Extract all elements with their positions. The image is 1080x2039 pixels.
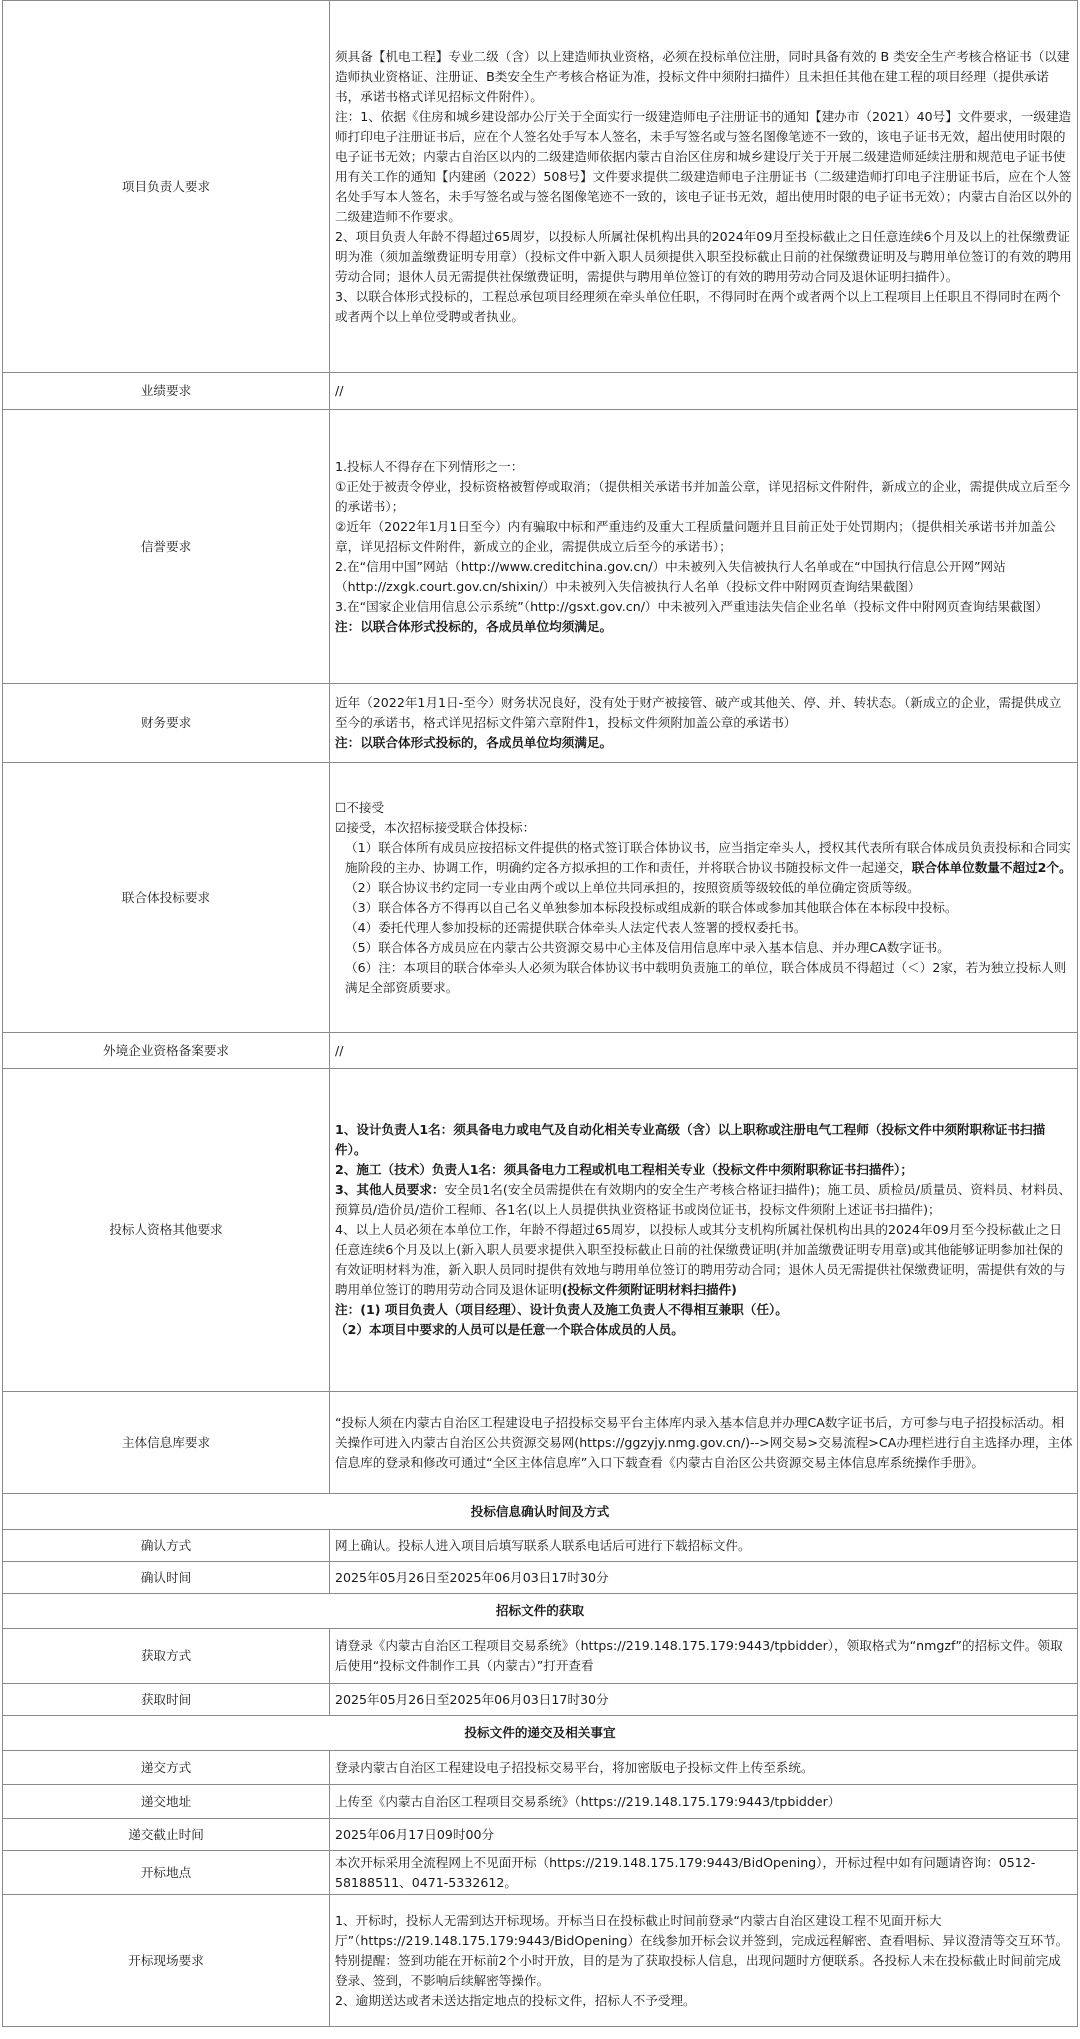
section-header (3, 1716, 1078, 1751)
row-label: 主体信息库要求 (3, 1392, 330, 1494)
row-label: 获取方式 (3, 1629, 330, 1684)
text-line: 1、开标时，投标人无需到达开标现场。开标当日在投标截止时间前登录“内蒙古自治区建设工程不见面开标大厅”（https://219.148.175.179:9443/BidOpening）在线参加开标会议并签到，完成远程解密、查看唱标、异议澄清等交互环节。 (335, 1912, 1069, 1948)
text-line: 2.在“信用中国”网站（http://www.creditchina.gov.cn/）中未被列入失信被执行人名单或在“中国执行信息公开网”网站（http://zxgk.court.gov.cn/shixin/）中未被列入失信被执行人名单（投标文件中附网页查询结果截图） (335, 558, 1006, 594)
row-content: 登录内蒙古自治区工程建设电子招投标交易平台，将加密版电子投标文件上传至系统。 (330, 1751, 1078, 1785)
text-line (335, 838, 1073, 878)
text-line: 须具备【机电工程】专业二级（含）以上建造师执业资格，必须在投标单位注册，同时具备有效的 B 类安全生产考核合格证书（以建造师执业资格证、注册证、B类安全生产考核合格证为准，投标文件中须附扫描件）且未担任其他在建工程的项目经理（提供承诺书，承诺书格式详见招标文件附件）。 (335, 48, 1070, 104)
row-content: 2025年06月17日09时00分 (330, 1819, 1078, 1851)
text-line: （2）联合协议书约定同一专业由两个或以上单位共同承担的，按照资质等级较低的单位确定资质等级。 (345, 879, 920, 895)
text-segment: 4、以上人员必须在本单位工作，年龄不得超过65周岁，以投标人或其分支机构所属社保机构出具的2024年09月至今投标截止之日任意连续6个月及以上(新入职人员要求提供入职至投标截止日前的社保缴费证明(并加盖缴费证明专用章)或其他能够证明参加社保的有效证明材料为准，新入职人员同时提供有效地与聘用单位签订的聘用劳动合同；退休人员无需提供社保缴费证明，需提供有效的与聘用单位签订的聘用劳动合同及退休证明 (335, 1222, 1066, 1297)
section-header (3, 1594, 1078, 1629)
text-line (335, 1180, 1073, 1220)
text-line: 3、以联合体形式投标的，工程总承包项目经理须在牵头单位任职，不得同时在两个或者两个以上工程项目上任职且不得同时在两个或者两个以上单位受聘或者执业。 (335, 288, 1061, 324)
row-label: 递交地址 (3, 1785, 330, 1819)
row-opening-requirements (3, 1895, 1078, 2027)
row-content: 请登录《内蒙古自治区工程项目交易系统》（https://219.148.175.179:9443/tpbidder），领取格式为“nmgzf”的招标文件。领取后使用“投标文件制作工具（内蒙古）”打开查看 (330, 1629, 1078, 1684)
checkbox-accepted: ☑接受，本次招标接受联合体投标： (335, 819, 536, 835)
row-finance (3, 684, 1078, 763)
text-line: （3）联合体各方不得再以自己名义单独参加本标段投标或组成新的联合体或参加其他联合体在本标段中投标。 (345, 899, 958, 915)
row-confirm-time (3, 1562, 1078, 1594)
row-confirm-method (3, 1530, 1078, 1562)
row-label: 联合体投标要求 (3, 763, 330, 1033)
bold-segment: 3、其他人员要求： (335, 1182, 445, 1197)
note-line: （2）本项目中要求的人员可以是任意一个联合体成员的人员。 (335, 1322, 684, 1337)
row-other-qualifications (3, 1069, 1078, 1392)
row-content: // (330, 373, 1078, 410)
row-label: 确认方式 (3, 1530, 330, 1562)
text-line: ①正处于被责令停业，投标资格被暂停或取消；（提供相关承诺书并加盖公章，详见招标文件附件，新成立的企业，需提供成立后至今的承诺书）； (335, 478, 1071, 514)
text-line: 2、项目负责人年龄不得超过65周岁，以投标人所属社保机构出具的2024年09月至投标截止之日任意连续6个月及以上的社保缴费证明为准（须加盖缴费证明专用章）（投标文件中新入职人员须提供入职至投标截止日前的社保缴费证明及与聘用单位签订的有效的聘用劳动合同；退休人员无需提供社保缴费证明，需提供与聘用单位签订的有效的聘用劳动合同及退休证明扫描件）。 (335, 228, 1072, 284)
text-line (335, 1220, 1073, 1300)
text-line: 2、施工（技术）负责人1名：须具备电力工程或机电工程相关专业（投标文件中须附职称证书扫描件）； (335, 1162, 913, 1177)
row-credit (3, 410, 1078, 684)
text-segment: （1）联合体所有成员应按招标文件提供的格式签订联合体协议书，应当指定牵头人，授权其代表所有联合体成员负责投标和合同实施阶段的主办、协调工作，明确约定各方拟承担的工作和责任，并将联合协议书随投标文件一起递交， (345, 839, 1071, 875)
row-label: 投标人资格其他要求 (3, 1069, 330, 1392)
text-line: （6）注：本项目的联合体牵头人必须为联合体协议书中载明负责施工的单位，联合体成员不得超过（＜）2家，若为独立投标人则满足全部资质要求。 (345, 959, 1067, 995)
checkbox-not-accepted: ☐不接受 (335, 799, 385, 815)
text-line: 3.在“国家企业信用信息公示系统”（http://gsxt.gov.cn/）中未被列入严重违法失信企业名单（投标文件中附网页查询结果截图） (335, 598, 1048, 614)
row-label: 开标地点 (3, 1851, 330, 1895)
row-obtain-time (3, 1684, 1078, 1716)
bold-segment: (投标文件须附证明材料扫描件) (561, 1282, 737, 1297)
text-line: 注：1、依据《住房和城乡建设部办公厅关于全面实行一级建造师电子注册证书的通知【建办市（2021）40号】文件要求，一级建造师打印电子注册证书后，应在个人签名处手写本人签名，未手写签名或与签名图像笔迹不一致的，该电子证书无效，超出使用时限的电子证书无效；内蒙古自治区以内的二级建造师依据内蒙古自治区住房和城乡建设厅关于开展二级建造师延续注册和规范电子证书使用有关工作的通知【内建函（2022）508号】文件要求提供二级建造师电子注册证书（二级建造师打印电子注册证书后，应在个人签名处手写本人签名，未手写签名或与签名图像笔迹不一致的，该电子证书无效，超出使用时限的电子证书无效）；内蒙古自治区以外的二级建造师不作要求。 (335, 108, 1072, 224)
row-content: 上传至《内蒙古自治区工程项目交易系统》（https://219.148.175.179:9443/tpbidder） (330, 1785, 1078, 1819)
row-content (330, 410, 1078, 684)
tender-requirements-table (2, 0, 1078, 2027)
row-content (330, 1069, 1078, 1392)
row-label: 信誉要求 (3, 410, 330, 684)
text-line: 近年（2022年1月1日-至今）财务状况良好，没有处于财产被接管、破产或其他关、停、并、转状态。（新成立的企业，需提供成立至今的承诺书，格式详见招标文件第六章附件1，投标文件须附加盖公章的承诺书） (335, 695, 1062, 730)
row-label: 财务要求 (3, 684, 330, 763)
row-content (330, 1, 1078, 373)
row-submit-deadline (3, 1819, 1078, 1851)
row-entity-database (3, 1392, 1078, 1494)
row-submit-method (3, 1751, 1078, 1785)
row-content (330, 763, 1078, 1033)
text-line: （5）联合体各方成员应在内蒙古公共资源交易中心主体及信用信息库中录入基本信息、并办理CA数字证书。 (345, 939, 950, 955)
row-label: 外境企业资格备案要求 (3, 1033, 330, 1069)
row-content: 本次开标采用全流程网上不见面开标（https://219.148.175.179:9443/BidOpening），开标过程中如有问题请咨询：0512-58188511、0471-5332612。 (330, 1851, 1078, 1895)
row-label: 递交截止时间 (3, 1819, 330, 1851)
text-segment: 安全员1名(安全员需提供在有效期内的安全生产考核合格证扫描件)；施工员、质检员/质量员、资料员、材料员、预算员/造价员/造价工程师、各1名(以上人员提供执业资格证书或岗位证书，投标文件须附上述证书扫描件)； (335, 1182, 1072, 1217)
row-opening-place (3, 1851, 1078, 1895)
row-label: 开标现场要求 (3, 1895, 330, 2027)
section-header (3, 1494, 1078, 1530)
row-submit-address (3, 1785, 1078, 1819)
section-title: 招标文件的获取 (3, 1594, 1078, 1629)
section-title: 投标信息确认时间及方式 (3, 1494, 1078, 1530)
row-content: “投标人须在内蒙古自治区工程建设电子招投标交易平台主体库内录入基本信息并办理CA数字证书后，方可参与电子招投标活动。相关操作可进入内蒙古自治区公共资源交易网(https://ggzyjy.nmg.gov.cn/)-->网交易>交易流程>CA办理栏进行自主选择办理，主体信息库的登录和修改可通过“全区主体信息库”入口下载查看《内蒙古自治区公共资源交易主体信息库系统操作手册》。 (330, 1392, 1078, 1494)
text-line: 1、设计负责人1名：须具备电力或电气及自动化相关专业高级（含）以上职称或注册电气工程师（投标文件中须附职称证书扫描件）。 (335, 1122, 1046, 1157)
text-line: （4）委托代理人参加投标的还需提供联合体牵头人法定代表人签署的授权委托书。 (345, 919, 807, 935)
row-content (330, 684, 1078, 763)
row-consortium (3, 763, 1078, 1033)
row-project-manager (3, 1, 1078, 373)
note-line: 注：以联合体形式投标的，各成员单位均须满足。 (335, 735, 613, 750)
row-label: 获取时间 (3, 1684, 330, 1716)
text-line: ②近年（2022年1月1日至今）内有骗取中标和严重违约及重大工程质量问题并且目前正处于处罚期内；（提供相关承诺书并加盖公章，详见招标文件附件，新成立的企业，需提供成立后至今的承诺书）； (335, 518, 1056, 554)
text-line: 2、逾期送达或者未送达指定地点的投标文件，招标人不予受理。 (335, 1992, 696, 2008)
row-content (330, 1895, 1078, 2027)
row-label: 递交方式 (3, 1751, 330, 1785)
section-title: 投标文件的递交及相关事宜 (3, 1716, 1078, 1751)
row-label: 确认时间 (3, 1562, 330, 1594)
row-content: 2025年05月26日至2025年06月03日17时30分 (330, 1562, 1078, 1594)
note-line: 注：(1) 项目负责人（项目经理）、设计负责人及施工负责人不得相互兼职（任）。 (335, 1302, 788, 1317)
text-line: 1.投标人不得存在下列情形之一： (335, 458, 524, 474)
row-content: 2025年05月26日至2025年06月03日17时30分 (330, 1684, 1078, 1716)
text-line: 特别提醒：签到功能在开标前2个小时开放，目的是为了获取投标人信息，出现问题时方便联系。各投标人未在投标截止时间前完成登录、签到，不影响后续解密等操作。 (335, 1952, 1061, 1988)
row-performance (3, 373, 1078, 410)
row-obtain-method (3, 1629, 1078, 1684)
row-foreign-enterprise (3, 1033, 1078, 1069)
row-content: // (330, 1033, 1078, 1069)
note-line: 注：以联合体形式投标的，各成员单位均须满足。 (335, 618, 613, 634)
row-content: 网上确认。投标人进入项目后填写联系人联系电话后可进行下载招标文件。 (330, 1530, 1078, 1562)
bold-segment: 联合体单位数量不超过2个。 (911, 859, 1072, 875)
row-label: 项目负责人要求 (3, 1, 330, 373)
row-label: 业绩要求 (3, 373, 330, 410)
